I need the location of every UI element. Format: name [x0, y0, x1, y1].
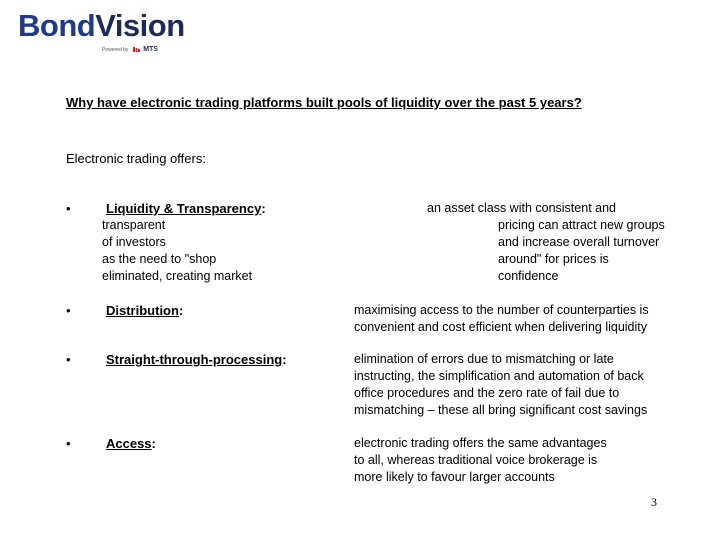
- stp-line: office procedures and the zero rate of fail due to: [354, 386, 620, 400]
- term-stp-label: Straight-through-processing: [106, 352, 283, 367]
- term-distribution: [106, 303, 183, 318]
- liquidity-left-text: [102, 217, 252, 285]
- liquidity-right-text: [498, 217, 665, 285]
- stp-line: elimination of errors due to mismatching or late: [354, 352, 614, 366]
- logo-wordmark: [18, 8, 185, 44]
- term-liquidity-colon: :: [261, 201, 266, 216]
- liquidity-left-line: eliminated, creating market: [102, 269, 253, 283]
- term-liquidity-label: Liquidity & Transparency: [106, 201, 262, 216]
- liquidity-right-line: pricing can attract new groups: [498, 218, 665, 232]
- term-distribution-label: Distribution: [106, 303, 179, 318]
- mts-text: MTS: [143, 46, 158, 53]
- term-access-label: Access: [106, 436, 152, 451]
- liquidity-right-first: [427, 200, 616, 217]
- stp-line: instructing, the simplification and automation of back: [354, 369, 644, 383]
- page-title: Why have electronic trading platforms built pools of liquidity over the past 5 years?: [66, 95, 582, 110]
- logo-vision: Vision: [95, 8, 185, 43]
- access-text: [354, 435, 607, 486]
- intro-text: Electronic trading offers:: [66, 151, 206, 166]
- stp-text: [354, 351, 647, 419]
- stp-line: mismatching – these all bring significant cost savings: [354, 403, 648, 417]
- term-stp: [106, 352, 287, 367]
- access-line: electronic trading offers the same advantages: [354, 436, 607, 450]
- liquidity-left-line: of investors: [102, 235, 166, 249]
- bullet-distribution: •: [66, 303, 71, 318]
- liquidity-right-line: confidence: [498, 269, 559, 283]
- logo-bond: Bond: [18, 8, 96, 43]
- bullet-stp: •: [66, 352, 71, 367]
- term-distribution-colon: :: [178, 303, 184, 318]
- liquidity-right-line: and increase overall turnover: [498, 235, 660, 249]
- term-access: [106, 436, 156, 451]
- distribution-text: [354, 302, 649, 336]
- distribution-line: maximising access to the number of counterparties is: [354, 303, 649, 317]
- mts-logo-icon: [133, 47, 140, 52]
- access-line: more likely to favour larger accounts: [354, 470, 555, 484]
- liquidity-left-line: as the need to "shop: [102, 252, 217, 266]
- liquidity-right-line: around" for prices is: [498, 252, 609, 266]
- term-access-colon: :: [151, 436, 156, 451]
- page-number: 3: [651, 495, 657, 509]
- access-line: to all, whereas traditional voice brokerage is: [354, 453, 598, 467]
- distribution-line: convenient and cost efficient when delivering liquidity: [354, 320, 648, 334]
- term-stp-colon: :: [282, 352, 287, 367]
- bullet-liquidity: •: [66, 201, 71, 216]
- powered-by-text: Powered by: [102, 46, 129, 53]
- liquidity-right-first-line: an asset class with consistent and: [427, 201, 616, 215]
- powered-by: [102, 46, 158, 53]
- liquidity-left-line: transparent: [102, 218, 166, 232]
- bondvision-logo: [18, 8, 185, 58]
- bullet-access: •: [66, 436, 71, 451]
- term-liquidity: [106, 201, 266, 216]
